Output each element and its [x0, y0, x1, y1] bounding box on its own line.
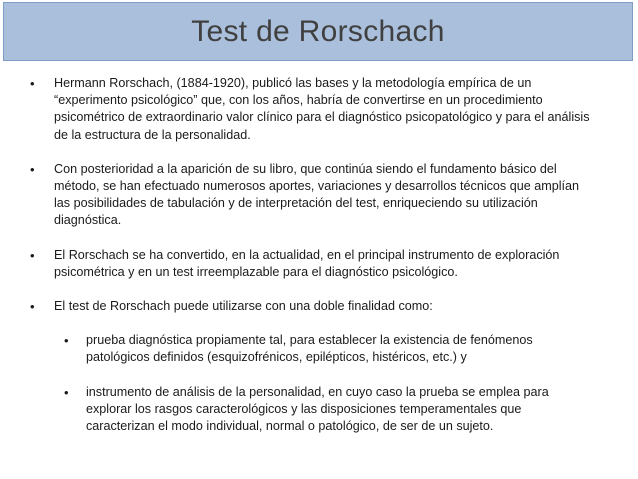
bullet-text: El Rorschach se ha convertido, en la actualidad, en el principal instrumento de exploración psicométrica y en un test irreemplazable para el diagnóstico psicológico.: [54, 247, 560, 279]
bullet-icon: •: [64, 333, 69, 349]
slide-content: [30, 75, 590, 452]
bullet-item: [30, 247, 590, 281]
bullet-icon: •: [64, 384, 69, 400]
bullet-icon: •: [30, 247, 35, 263]
bullet-text: El test de Rorschach puede utilizarse con una doble finalidad como:: [54, 299, 433, 314]
bullet-item: [30, 298, 590, 315]
bullet-item: [30, 161, 590, 230]
bullet-icon: •: [30, 299, 35, 315]
bullet-icon: •: [30, 76, 35, 91]
bullet-item: [30, 75, 590, 144]
sub-bullet-item: [30, 332, 590, 366]
slide-title: Test de Rorschach: [191, 15, 445, 48]
sub-bullet-text: prueba diagnóstica propiamente tal, para establecer la existencia de fenómenos patológicos definidos (esquizofrénicos, epilépticos, histéricos, etc.) y: [86, 333, 533, 365]
bullet-text: Hermann Rorschach, (1884-1920), publicó las bases y la metodología empírica de un “experimento psicológico” que, con los años, habría de convertirse en un procedimiento psicométrico de extraordinario valor clínico para el diagnóstico psicopatológico y para el análisis de la estructura de la personalidad.: [54, 76, 590, 142]
bullet-text: Con posterioridad a la aparición de su libro, que continúa siendo el fundamento básico del método, se han efectuado numerosos aportes, variaciones y desarrollos técnicos que amplían las posibilidades de tabulación y de interpretación del test, enriqueciendo su utilización diagnóstica.: [54, 161, 580, 228]
bullet-icon: •: [30, 161, 35, 177]
sub-bullet-item: [30, 384, 590, 436]
sub-bullet-text: instrumento de análisis de la personalidad, en cuyo caso la prueba se emplea para explorar los rasgos caracterológicos y las disposiciones temperamentales que caracterizan el modo individual, normal o patológico, de ser de un sujeto.: [86, 384, 549, 434]
title-bar: [3, 2, 633, 61]
